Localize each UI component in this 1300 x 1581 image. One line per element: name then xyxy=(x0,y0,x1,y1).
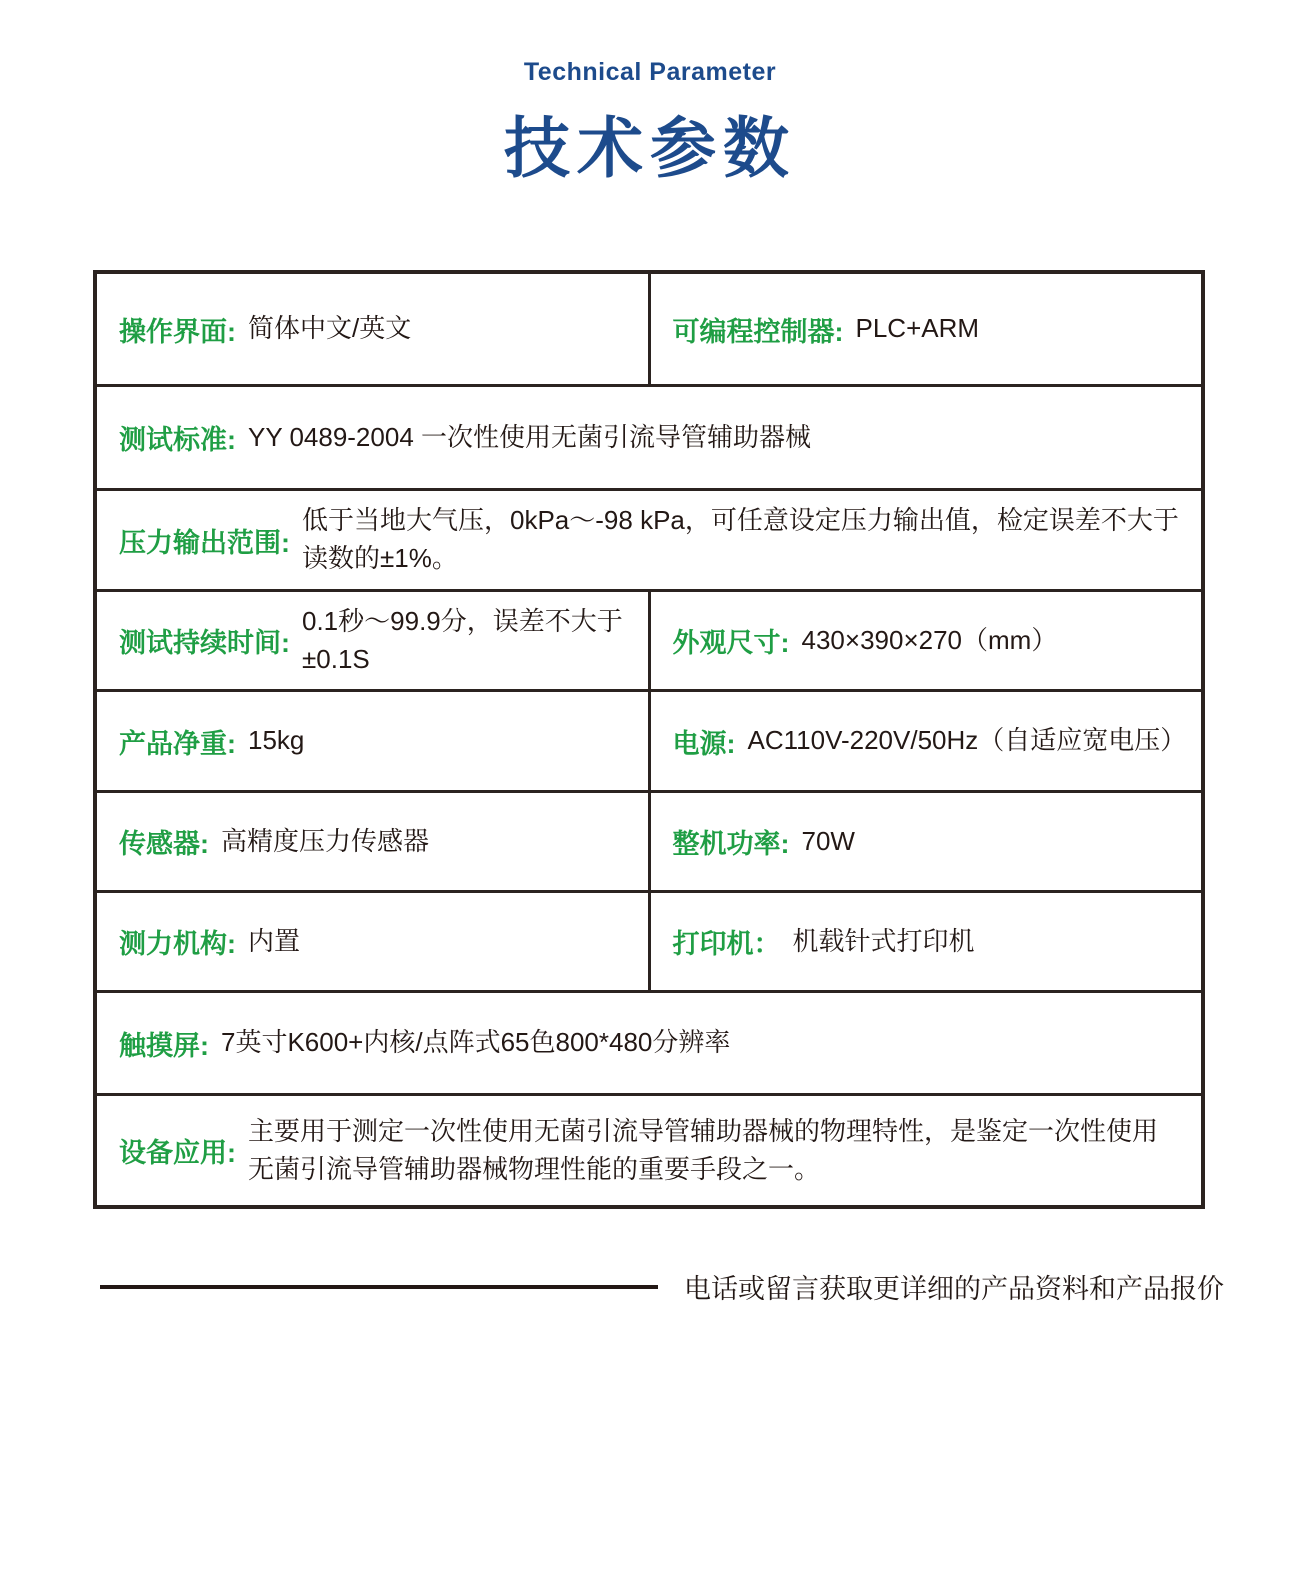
spec-label: 打印机： xyxy=(672,929,781,959)
spec-cell-test-duration xyxy=(97,592,648,689)
spec-cell-touch-screen xyxy=(97,993,1201,1093)
spec-label: 整机功率: xyxy=(672,829,790,859)
subtitle-english: Technical Parameter xyxy=(523,58,777,86)
page-header xyxy=(0,0,1300,190)
spec-label: 外观尺寸: xyxy=(672,628,790,658)
spec-value: 机载针式打印机 xyxy=(792,925,975,956)
spec-value: PLC+ARM xyxy=(855,313,980,344)
spec-value: 低于当地大气压，0kPa～-98 kPa，可任意设定压力输出值，检定误差不大于读数的±1%。 xyxy=(302,505,1179,573)
table-row xyxy=(97,1093,1201,1205)
spec-cell-test-standard xyxy=(97,387,1201,488)
spec-cell-printer xyxy=(648,893,1202,990)
spec-value: 430×390×270（mm） xyxy=(801,624,1058,655)
spec-value: YY 0489-2004 一次性使用无菌引流导管辅助器械 xyxy=(248,421,811,452)
spec-label: 产品净重: xyxy=(119,728,236,759)
spec-label: 触摸屏: xyxy=(119,1030,209,1061)
spec-value: 7英寸K600+内核/点阵式65色800*480分辨率 xyxy=(221,1027,731,1058)
spec-cell-sensor xyxy=(97,793,648,890)
spec-value: 主要用于测定一次性使用无菌引流导管辅助器械的物理特性，是鉴定一次性使用无菌引流导管辅助器械物理性能的重要手段之一。 xyxy=(248,1115,1159,1184)
spec-table xyxy=(93,270,1205,1209)
spec-cell-application xyxy=(97,1096,1201,1205)
table-row xyxy=(97,274,1201,384)
table-row xyxy=(97,990,1201,1093)
table-row xyxy=(97,890,1201,990)
spec-label: 操作界面: xyxy=(119,316,236,347)
spec-cell-total-power xyxy=(648,793,1202,890)
spec-label: 测试标准: xyxy=(119,425,236,455)
spec-label: 电源: xyxy=(672,728,736,759)
table-row xyxy=(97,689,1201,790)
spec-label: 可编程控制器: xyxy=(672,316,844,347)
table-row xyxy=(97,589,1201,689)
spec-cell-force-mechanism xyxy=(97,893,648,990)
spec-cell-pressure-output-range xyxy=(97,491,1201,589)
spec-value: 内置 xyxy=(248,925,301,956)
spec-label: 压力输出范围: xyxy=(119,527,290,558)
contact-note: 电话或留言获取更详细的产品资料和产品报价 xyxy=(684,1274,1224,1304)
spec-cell-programmable-controller xyxy=(648,274,1202,384)
footer xyxy=(100,1267,1300,1306)
table-row xyxy=(97,488,1201,589)
spec-value: 70W xyxy=(801,825,855,856)
spec-value: 高精度压力传感器 xyxy=(221,825,430,856)
spec-cell-power-supply xyxy=(648,692,1202,790)
table-row xyxy=(97,384,1201,488)
spec-label: 设备应用: xyxy=(119,1138,236,1168)
spec-cell-dimensions xyxy=(648,592,1202,689)
spec-label: 传感器: xyxy=(119,829,209,859)
page-title: 技术参数 xyxy=(504,111,796,185)
table-row xyxy=(97,790,1201,890)
spec-cell-operation-interface xyxy=(97,274,648,384)
spec-value: 15kg xyxy=(248,725,305,756)
spec-cell-net-weight xyxy=(97,692,648,790)
divider-line xyxy=(100,1285,658,1289)
spec-label: 测试持续时间: xyxy=(119,628,290,658)
spec-value: 简体中文/英文 xyxy=(248,313,412,344)
spec-value: 0.1秒～99.9分，误差不大于±0.1S xyxy=(302,605,623,674)
spec-value: AC110V-220V/50Hz（自适应宽电压） xyxy=(747,725,1187,756)
spec-label: 测力机构: xyxy=(119,929,236,959)
